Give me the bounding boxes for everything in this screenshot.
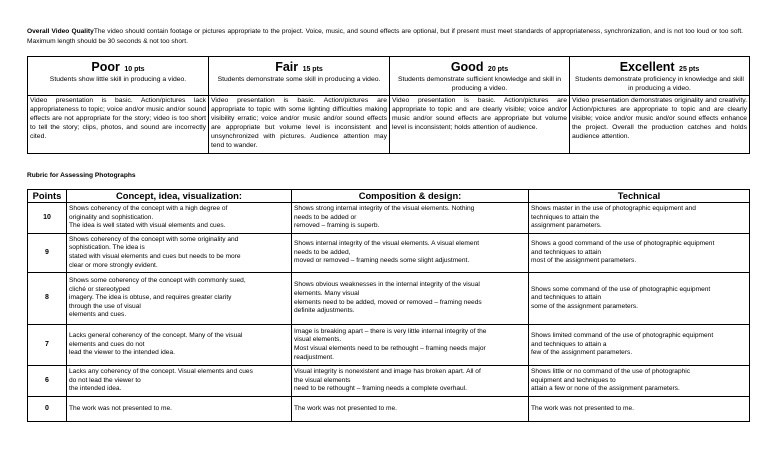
row-concept-cell [67,397,292,422]
cell-line: equipment and techniques to [531,376,616,384]
table-row [28,325,750,366]
row-technical-cell [529,273,750,325]
row-composition-cell [292,203,529,234]
row-concept-cell [67,234,292,273]
row-points: 6 [28,366,67,397]
row-composition-cell [292,325,529,366]
cell-line: techniques to attain the [531,213,600,221]
cell-line: and techniques to attain [531,248,602,256]
cell-line: clear or more strongly evident. [69,261,158,269]
level-fair-criteria: Video presentation is basic. Action/pictures are appropriate to topic with some lighting difficulties making visibility erratic; voice and/or music and/or sound effects are appropriate but volume level is inconsistent and unsynchronized with pictures. Audience attention may tend to wander. [209,96,390,153]
cell-line: elements need to be added, moved or removed – framing needs [294,298,482,306]
cell-line: attain a few or none of the assignment parameters. [531,385,680,393]
level-points: 15 pts [302,66,323,73]
photo-rubric-table [27,189,750,422]
cell-line: Visual integrity is nonexistent and image has broken apart. All of [294,368,481,376]
cell-line: Shows master in the use of photographic equipment and [531,205,696,213]
cell-line: Shows internal integrity of the visual elements. A visual element [294,240,480,248]
level-poor-criteria: Video presentation is basic. Action/pictures lack appropriateness to topic; voice and/or music and/or sound effects are not appropriate for the story; video is too short to tell the story; clips, photos, and sound are incorrectly cited. [28,96,209,153]
photo-rubric-header-row [28,190,750,203]
table-row [28,366,750,397]
photo-rubric-title: Rubric for Assessing Photographs [27,172,136,179]
video-quality-rubric [27,56,750,154]
level-points: 20 pts [487,66,509,73]
table-row [28,234,750,273]
cell-line: Shows coherency of the concept with a high degree of [69,205,228,213]
cell-line: removed – framing is superb. [294,222,380,230]
header-composition: Composition & design: [292,190,529,203]
level-description: Students demonstrate some skill in producing a video. [217,76,381,83]
cell-line: needs to be added or [294,213,357,221]
level-good-header [390,57,570,96]
cell-line: Shows strong internal integrity of the visual elements. Nothing [294,205,475,213]
cell-line: the visual elements [294,376,351,384]
level-description: Students demonstrate proficiency in knowledge and skill in producing a video. [575,76,744,92]
cell-line: needs to be added, [294,248,351,256]
row-composition-cell [292,273,529,325]
cell-line: elements and cues. [69,311,127,319]
row-composition-cell [292,397,529,422]
cell-line: Lacks any coherency of the concept. Visual elements and cues [69,368,253,376]
cell-line: elements and cues do not [69,340,145,348]
cell-line: readjustment. [294,353,334,361]
cell-line: some of the assignment parameters. [531,302,639,310]
cell-line: The work was not presented to me. [294,404,397,412]
header-concept: Concept, idea, visualization: [67,190,292,203]
cell-line: Shows a good command of the use of photographic equipment [531,240,715,248]
level-description: Students show little skill in producing a video. [49,76,187,83]
row-concept-cell [67,366,292,397]
row-concept-cell [67,273,292,325]
cell-line: The work was not presented to me. [69,404,172,412]
cell-line: The idea is well stated with visual elements and cues. [69,222,226,230]
cell-line: Image is breaking apart – there is very little internal integrity of the [294,327,487,335]
row-points: 10 [28,203,67,234]
cell-line: originality and sophistication. [69,213,154,221]
cell-line: Lacks general coherency of the concept. Many of the visual [69,332,243,340]
photo-rubric-body [28,203,750,422]
header-technical: Technical [529,190,750,203]
cell-line: Shows some command of the use of photographic equipment [531,285,711,293]
level-name: Excellent [619,60,675,74]
cell-line: Shows coherency of the concept with some originality and [69,235,239,243]
cell-line: moved or removed – framing needs some slight adjustment. [294,257,470,265]
cell-line: assignment parameters. [531,222,602,230]
level-good-criteria: Video presentation is basic. Action/pictures are appropriate to topic and are clearly visible; voice and/or music and/or sound effects are appropriate but volume level is inconsistent; holds attention of audience. [390,96,570,153]
level-excellent-header [570,57,750,96]
intro-text: The video should contain footage or pictures appropriate to the project. Voice, music, and sound effects are optional, but if present must meet standards of appropriateness, synchronization, and is not too loud or too soft. Maximum length should be 30 seconds & not too short. [27,28,743,45]
cell-line: sophistication. The idea is [69,244,145,252]
level-name: Good [450,60,484,74]
cell-line: lead the viewer to the intended idea. [69,349,175,357]
level-poor-header [28,57,209,96]
row-concept-cell [67,203,292,234]
cell-line: stated with visual elements and cues but needs to be more [69,253,241,260]
row-technical-cell [529,203,750,234]
cell-line: the intended idea. [69,385,122,393]
row-technical-cell [529,397,750,422]
row-concept-cell [67,325,292,366]
row-points: 9 [28,234,67,273]
level-name: Poor [91,60,120,74]
row-technical-cell [529,234,750,273]
row-points: 8 [28,273,67,325]
level-name: Fair [275,60,299,74]
row-composition-cell [292,234,529,273]
cell-line: Shows little or no command of the use of photographic [531,368,691,376]
cell-line: elements. Many visual [294,289,360,297]
cell-line: definite adjustments. [294,307,355,315]
level-excellent-criteria: Video presentation demonstrates originality and creativity. Action/pictures are appropriate to topic and are clearly visible; voice and/or music and/or sound effects enhance the project. Overall the production catches and holds audience attention. [570,96,750,153]
rubric-header-row [28,57,750,96]
cell-line: few of the assignment parameters. [531,349,633,357]
row-technical-cell [529,366,750,397]
cell-line: and techniques to attain [531,294,602,302]
level-points: 10 pts [124,66,145,73]
level-points: 25 pts [679,66,700,73]
row-points: 7 [28,325,67,366]
rubric-criteria-row [28,96,750,153]
row-technical-cell [529,325,750,366]
table-row [28,397,750,422]
level-description: Students demonstrate sufficient knowledge and skill in producing a video. [397,76,562,92]
cell-line: imagery. The idea is obtuse, and requires greater clarity [69,294,232,302]
cell-line: most of the assignment parameters. [531,257,637,265]
cell-line: need to be rethought – framing needs a complete overhaul. [294,385,468,393]
cell-line: Shows obvious weaknesses in the internal integrity of the visual [294,281,480,289]
level-fair-header [209,57,390,96]
cell-line: Most visual elements need to be rethought – framing needs major [294,345,486,352]
intro-paragraph [27,27,743,46]
cell-line: cliché or stereotyped [69,285,130,293]
cell-line: and techniques to attain a [531,340,607,348]
cell-line: The work was not presented to me. [531,404,634,412]
cell-line: do not lead the viewer to [69,376,141,384]
cell-line: Shows some coherency of the concept with commonly sued, [69,277,246,285]
cell-line: Shows limited command of the use of photographic equipment [531,332,714,340]
row-composition-cell [292,366,529,397]
header-points: Points [28,190,67,203]
table-row [28,203,750,234]
table-row [28,273,750,325]
intro-bold-label: Overall Video Quality [27,28,94,35]
cell-line: visual elements. [294,336,342,344]
row-points: 0 [28,397,67,422]
cell-line: through the use of visual [69,302,141,310]
